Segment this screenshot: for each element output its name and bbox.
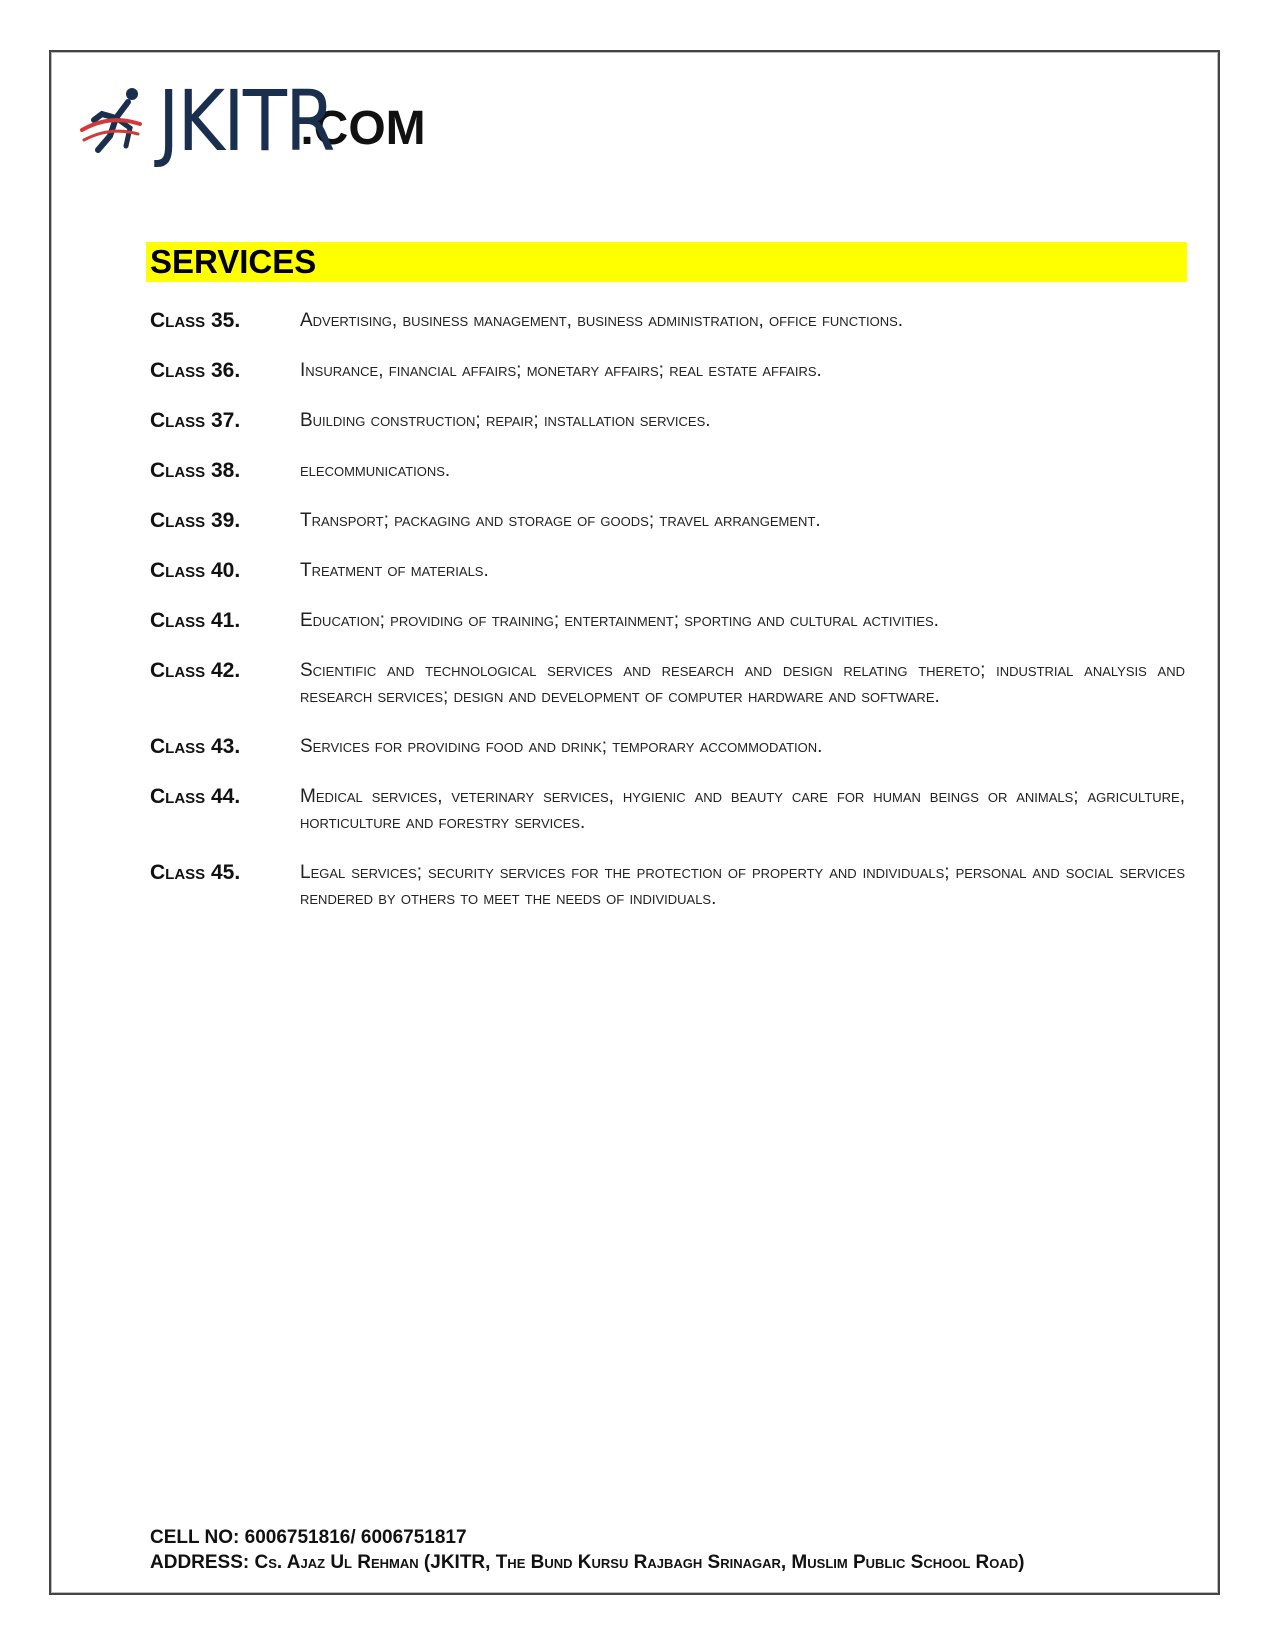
class-label: Class 43. (150, 735, 241, 758)
cell-value: 6006751816/ 6006751817 (244, 1527, 467, 1548)
class-description: Advertising, business management, business administration, office functions. (300, 310, 904, 331)
class-row (150, 658, 1185, 710)
logo-name: JKITR (158, 72, 334, 170)
class-row (150, 860, 1185, 912)
class-row (150, 558, 1185, 584)
cell-label: CELL NO: (150, 1527, 240, 1548)
class-row (150, 784, 1185, 836)
contact-footer (150, 1525, 1190, 1575)
class-label: Class 35. (150, 309, 241, 332)
class-label: Class 36. (150, 359, 241, 382)
class-label: Class 41. (150, 609, 241, 632)
class-description: elecommunications. (300, 460, 451, 481)
class-description: Transport; packaging and storage of goods; travel arrangement. (300, 510, 821, 531)
logo-domain-suffix: .COM (300, 102, 426, 155)
class-row (150, 734, 1185, 760)
class-description: Insurance, financial affairs; monetary affairs; real estate affairs. (300, 360, 822, 381)
jkitr-logo (80, 72, 426, 170)
class-row (150, 608, 1185, 634)
address-line (150, 1550, 1190, 1575)
class-description: Medical services, veterinary services, hygienic and beauty care for human beings or animals; agriculture, horticulture and forestry services. (300, 786, 1185, 833)
class-label: Class 37. (150, 409, 241, 432)
class-description: Building construction; repair; installation services. (300, 410, 711, 431)
class-label: Class 40. (150, 559, 241, 582)
class-row (150, 308, 1185, 334)
class-list (150, 308, 1185, 936)
class-row (150, 358, 1185, 384)
class-row (150, 508, 1185, 534)
address-label: ADDRESS: (150, 1552, 250, 1573)
address-value: Cs. Ajaz Ul Rehman (JKITR, The Bund Kursu Rajbagh Srinagar, Muslim Public School Road) (254, 1552, 1025, 1573)
class-description: Scientific and technological services and research and design relating thereto; industrial analysis and research services; design and development of computer hardware and software. (300, 660, 1185, 707)
class-row (150, 458, 1185, 484)
section-title: SERVICES (146, 242, 1187, 282)
class-description: Legal services; security services for the protection of property and individuals; personal and social services rendered by others to meet the needs of individuals. (300, 862, 1185, 909)
class-label: Class 39. (150, 509, 241, 532)
cell-number-line (150, 1525, 1190, 1550)
class-label: Class 38. (150, 459, 241, 482)
class-label: Class 45. (150, 861, 241, 884)
class-label: Class 44. (150, 785, 241, 808)
class-description: Services for providing food and drink; temporary accommodation. (300, 736, 823, 757)
running-figure-icon (80, 84, 154, 158)
class-description: Treatment of materials. (300, 560, 489, 581)
class-label: Class 42. (150, 659, 241, 682)
class-row (150, 408, 1185, 434)
class-description: Education; providing of training; entertainment; sporting and cultural activities. (300, 610, 939, 631)
